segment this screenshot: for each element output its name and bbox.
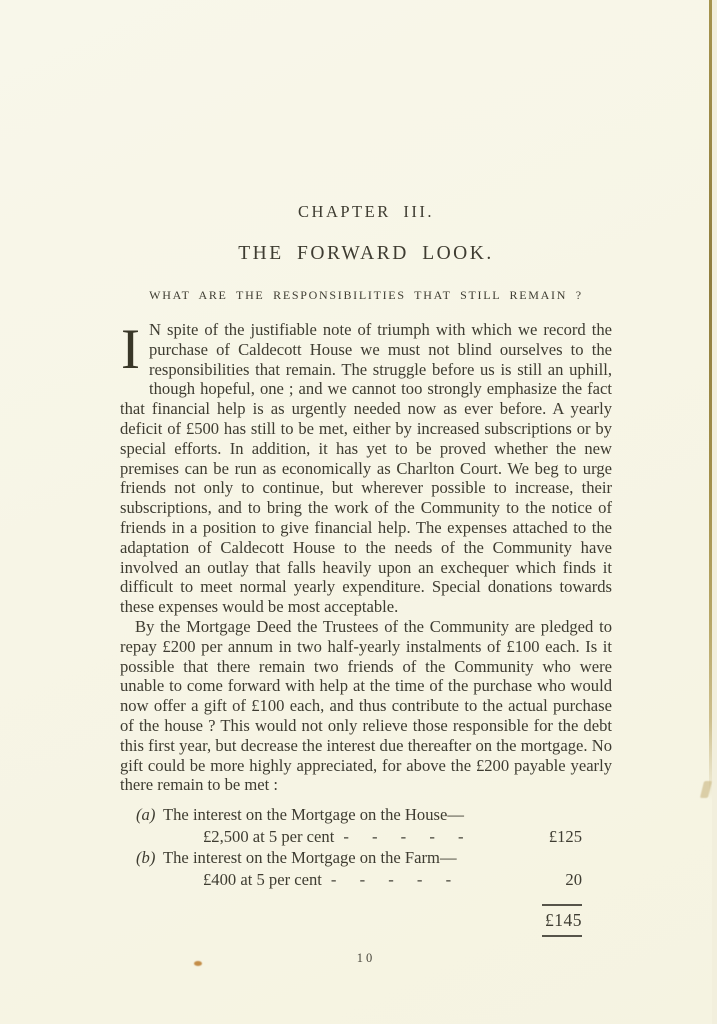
page-edge-sliver bbox=[712, 0, 717, 1024]
page-title: THE FORWARD LOOK. bbox=[238, 243, 494, 264]
total-amount: £145 bbox=[545, 910, 582, 931]
schedule-item-b bbox=[120, 847, 582, 890]
total-rule-top bbox=[542, 904, 582, 906]
item-a-leader-dashes: - - - - - bbox=[343, 826, 464, 846]
page-number: 10 bbox=[356, 951, 376, 965]
paragraph-1 bbox=[120, 320, 612, 617]
item-b-heading: The interest on the Mortgage on the Farm— bbox=[163, 848, 457, 868]
item-a-marker: (a) bbox=[136, 805, 156, 825]
item-b-marker: (b) bbox=[136, 848, 156, 868]
interest-schedule bbox=[120, 804, 582, 890]
body-text bbox=[120, 320, 612, 795]
text-column bbox=[120, 202, 612, 937]
item-b-detail: £400 at 5 per cent bbox=[203, 869, 322, 889]
item-a-amount: £125 bbox=[548, 826, 582, 846]
total-rule-bottom bbox=[542, 935, 582, 937]
item-a-heading: The interest on the Mortgage on the House— bbox=[163, 805, 464, 825]
drop-cap: I bbox=[121, 318, 140, 381]
paragraph-2: By the Mortgage Deed the Trustees of the Community are pledged to repay £200 per annum in two half-yearly instalments of £100 each. Is it possible that there remain two friends of the Community who were unable to come forward with help at the time of the purchase who would now offer a gift of £100 each, and thus contribute to the actual purchase of the house ? This would not only relieve those responsible for the debt this first year, but decrease the interest due thereafter on the mortgage. No gift could be more highly appreciated, for above the £200 payable yearly there remain to be met : bbox=[120, 616, 612, 795]
item-b-amount: 20 bbox=[565, 869, 582, 889]
item-b-leader-dashes: - - - - - bbox=[330, 869, 452, 889]
page-edge-line bbox=[709, 0, 712, 800]
subtitle: WHAT ARE THE RESPONSIBILITIES THAT STILL REMAIN ? bbox=[149, 288, 583, 302]
chapter-heading: CHAPTER III. bbox=[298, 202, 434, 221]
schedule-total bbox=[120, 904, 582, 937]
item-a-detail: £2,500 at 5 per cent bbox=[203, 826, 335, 846]
paragraph-1-text: N spite of the justifiable note of triumph with which we record the purchase of Caldecott House we must not blind ourselves to the responsibilities that remain. The struggle before us is still an uphill, though hopeful, one ; and we cannot too strongly emphasize the fact that financial help is as urgently needed now as ever before. A yearly deficit of £500 has still to be met, either by increased subscriptions or by special efforts. In addition, it has yet to be proved whether the new premises can be run as economically as Charlton Court. We beg to urge friends not only to continue, but wherever possible to increase, their subscriptions, and to bring the work of the Community to the notice of friends in a position to give financial help. The expenses attached to the adaptation of Caldecott House to the needs of the Community have involved an outlay that falls heavily upon an exchequer which finds it difficult to meet normal yearly expenditure. Special donations towards these expenses would be most acceptable. bbox=[120, 320, 612, 617]
schedule-item-a bbox=[120, 804, 582, 847]
